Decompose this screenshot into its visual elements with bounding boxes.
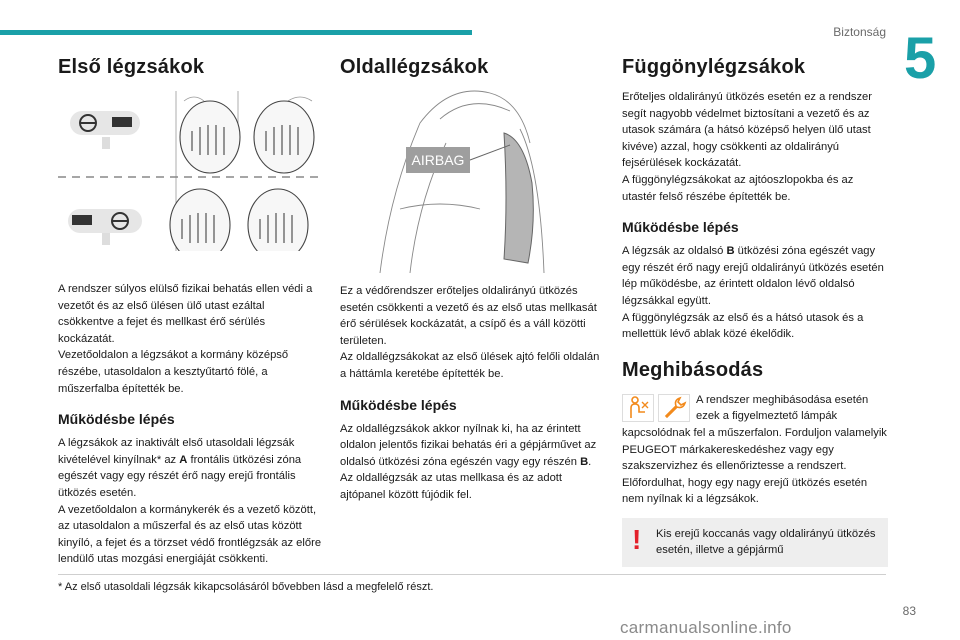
fault-text-rest: kapcsolódnak fel a műszerfalon. Forduljon valamelyik PEUGEOT márkakereskedéshez vagy egy szakszervizhez és ellenőriztesse a rendszert. Előfordulhat, hogy egy nagy erejű ütközés esetén nem nyílnak ki a légzsákok.: [622, 426, 887, 506]
watermark: carmanualsonline.info: [620, 618, 792, 637]
side-airbags-column: [340, 56, 604, 504]
front-airbags-intro: A rendszer súlyos elülső fizikai behatás ellen védi a vezetőt és az első ülésen ülő utast ezáltal csökkentve a fejet és mellkast érő sérülés kockázatát. Vezetőoldalon a légzsákot a kormány középső részébe, utasoldalon a kesztyűtartó fölé, a műszerfalba építették be.: [58, 283, 313, 395]
side-airbags-intro: Ez a védőrendszer erőteljes oldalirányú ütközés esetén csökkenti a vezető és az első utas mellkasát érő sérülések kockázatát, a csípő és a váll közötti területen. Az oldallégzsákokat az első ülések ajtó felőli oldalán a háttámla keretébe építették be.: [340, 285, 600, 380]
front-airbags-activation-text: A légzsákok az inaktivált első utasoldali légzsák kivételével kinyílnak* az A frontális ütközési zóna egészét vagy egy részét érő nagy erejű frontális ütközés esetén. A vezetőoldalon a kormánykerék és a vezető között, az utasoldalon a műszerfal és az első utas között kinyíló, a fejet és a törzset védő frontlégzsák az előre lendülő utas mozgási energiáját csökkenti.: [58, 437, 322, 566]
service-wrench-icon: [658, 394, 690, 422]
section-title: Biztonság: [833, 25, 886, 39]
alert-text: Kis erejű koccanás vagy oldalirányú ütközés esetén, illetve a gépjármű: [656, 527, 876, 557]
alert-box: [622, 518, 888, 567]
header-accent-bar: [0, 30, 472, 35]
front-airbags-activation-title: Működésbe lépés: [58, 411, 175, 428]
side-airbags-title: Oldallégzsákok: [340, 56, 489, 78]
driver-airbag-icon: [70, 111, 140, 149]
fault-title: Meghibásodás: [622, 358, 764, 381]
alert-icon: !: [632, 523, 642, 555]
curtain-airbags-activation-text: A légzsák az oldalsó B ütközési zóna egészét vagy egy részét érő nagy erejű oldalirányú ütközés esetén lép működésbe, az érintett oldalon lévő oldalsó légzsákkal együtt. A függönylégzsák az első és a hátsó utasok és a mellettük lévő ablak közé ékelődik.: [622, 245, 884, 341]
passenger-airbag-icon: [68, 209, 142, 245]
chapter-number: 5: [904, 26, 937, 91]
side-airbags-figure: [340, 89, 602, 273]
front-airbags-title: Első légzsákok: [58, 56, 205, 78]
chapter-tab: [898, 26, 960, 91]
page-number: 83: [902, 604, 916, 618]
footnote-divider: [58, 574, 886, 575]
fault-text-first: A rendszer meghibásodása esetén ezek a figyelmeztető lámpák: [696, 393, 869, 423]
curtain-airbags-activation-title: Működésbe lépés: [622, 219, 739, 236]
front-airbags-column: [58, 56, 322, 568]
front-airbags-figure: [58, 91, 322, 251]
side-airbags-activation-text: Az oldallégzsákok akkor nyílnak ki, ha az érintett oldalon jelentős fizikai behatás éri a gépjárművet az oldalsó ütközési zóna egészén vagy egy részén B. Az oldallégzsák az utas mellkasa és az adott ajtópanel között fújódik fel.: [340, 422, 597, 501]
warning-lamps: [622, 394, 690, 422]
seat-belt-warning-icon: [622, 394, 654, 422]
side-airbags-activation-title: Működésbe lépés: [340, 396, 457, 413]
footnote: * Az első utasoldali légzsák kikapcsolásáról bővebben lásd a megfelelő részt.: [58, 581, 434, 593]
curtain-airbags-title: Függönylégzsákok: [622, 56, 806, 78]
curtain-airbags-column: [622, 56, 888, 567]
airbag-label: AIRBAG: [411, 152, 465, 168]
curtain-airbags-intro: Erőteljes oldalirányú ütközés esetén ez a rendszer segít nagyobb védelmet biztosítani a vezető és az utasok számára (a hátsó középső helyen ülő utast kivéve) azzal, hogy csökkenti az oldalirányú fejsérülések kockázatát. A függönylégzsákokat az ajtóoszlopokba és az utastér felső részébe építették be.: [622, 91, 872, 203]
fault-warning-row: [622, 392, 888, 425]
